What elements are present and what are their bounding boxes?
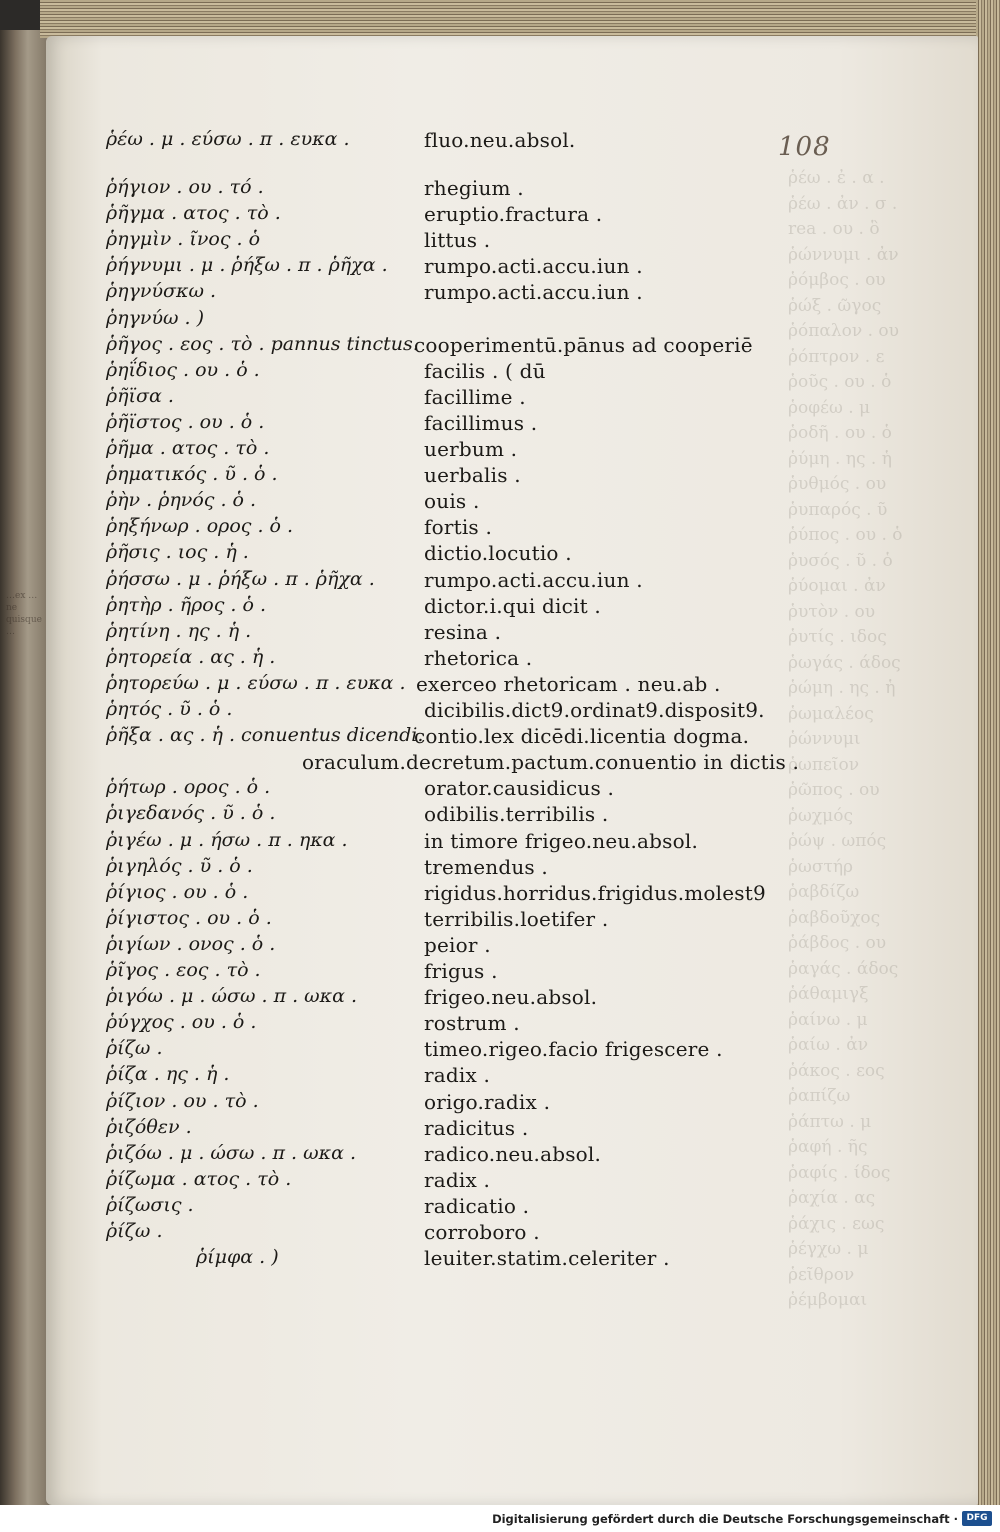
bleed-line: ῥυσός . ῦ . ὁ xyxy=(788,550,893,571)
bleed-line: ῥέμβομαι xyxy=(788,1290,868,1310)
latin-gloss: rostrum . xyxy=(424,1011,520,1036)
latin-gloss: odibilis.terribilis . xyxy=(424,802,609,827)
bleed-line: ῥέγχω . μ xyxy=(788,1239,869,1259)
latin-gloss: in timore frigeo.neu.absol. xyxy=(424,828,699,853)
greek-headword: ῥηγνύσκω . xyxy=(106,280,217,303)
greek-headword: ῥῆμα . ατος . τὸ . xyxy=(106,437,270,459)
latin-gloss: dictio.locutio . xyxy=(424,541,572,566)
dictionary-entry xyxy=(0,724,1000,750)
latin-gloss: fluo.neu.absol. xyxy=(424,128,576,152)
greek-headword: ῥίζω . xyxy=(106,1220,163,1242)
bleed-line: ῥόμβος . ου xyxy=(788,270,886,290)
bleed-line: ῥαχία . ας xyxy=(788,1188,876,1208)
bleed-line: ῥώψ . ωπός xyxy=(788,831,887,851)
bleed-line: rea . ου . ὃ xyxy=(788,219,880,239)
dictionary-entry xyxy=(0,750,1000,776)
greek-headword: ῥίγιος . ου . ὁ . xyxy=(106,880,249,903)
dictionary-entry xyxy=(0,385,1000,411)
latin-gloss: timeo.rigeo.facio frigescere . xyxy=(424,1037,723,1062)
greek-headword: ῥῖγος . εος . τὸ . xyxy=(106,959,261,981)
funding-note: Digitalisierung gefördert durch die Deutsche Forschungsgemeinschaft · xyxy=(492,1512,958,1526)
latin-gloss: facillime . xyxy=(424,384,526,409)
page-stack-top xyxy=(40,0,1000,38)
latin-gloss: orator.causidicus . xyxy=(424,776,615,801)
dictionary-entry xyxy=(0,933,1000,959)
dictionary-entry xyxy=(0,1011,1000,1037)
greek-headword: ῥίμφα . ) xyxy=(196,1246,279,1269)
greek-headword: ῥῆγμα . ατος . τὸ . xyxy=(106,202,281,225)
dictionary-entry xyxy=(0,776,1000,802)
dictionary-entry xyxy=(0,128,1000,154)
bleed-line: ῥοφέω . μ xyxy=(788,397,871,418)
greek-headword: ῥίζιον . ου . τὸ . xyxy=(106,1089,259,1112)
greek-headword: ῥητὴρ . ῆρος . ὁ . xyxy=(106,593,267,616)
footer-bar xyxy=(0,1505,1000,1532)
dictionary-entry xyxy=(0,1037,1000,1063)
latin-gloss: rhetorica . xyxy=(424,645,533,670)
bleed-line: ῥύμη . ης . ἡ xyxy=(788,448,892,469)
dictionary-entry xyxy=(0,646,1000,672)
latin-gloss: rigidus.horridus.frigidus.molest9 xyxy=(424,880,766,905)
dictionary-entry xyxy=(0,437,1000,463)
latin-gloss: radix . xyxy=(424,1063,491,1088)
greek-headword: ῥῆσις . ιος . ἡ . xyxy=(106,541,249,564)
dictionary-entry xyxy=(0,1246,1000,1272)
greek-headword: ῥηγμὶν . ῖνος . ὁ xyxy=(106,228,261,251)
latin-gloss: leuiter.statim.celeriter . xyxy=(424,1246,670,1271)
latin-gloss: resina . xyxy=(424,619,502,644)
latin-gloss: frigus . xyxy=(424,959,498,983)
latin-gloss: frigeo.neu.absol. xyxy=(424,985,598,1010)
dictionary-entry xyxy=(0,411,1000,437)
dictionary-entry xyxy=(0,568,1000,594)
greek-headword: ῥηγνύω . ) xyxy=(106,306,205,329)
dictionary-entry xyxy=(0,802,1000,828)
bleed-line: ῥέω . ἐ . α . xyxy=(788,168,885,188)
bleed-line: ῥύομαι . ἀν xyxy=(788,576,886,596)
greek-headword: ῥήγνυμι . μ . ῥήξω . π . ῥῆχα . xyxy=(106,254,388,277)
dfg-logo: DFG xyxy=(962,1511,992,1526)
greek-headword: ῥητορεία . ας . ἡ . xyxy=(106,645,276,668)
dictionary-entry xyxy=(0,620,1000,646)
latin-gloss: dictor.i.qui dicit . xyxy=(424,593,601,618)
bleed-line: ῥώμη . ης . ἡ xyxy=(788,678,896,698)
greek-headword: ῥίζωσις . xyxy=(106,1193,194,1216)
dictionary-entry xyxy=(0,1168,1000,1194)
latin-gloss: uerbum . xyxy=(424,437,518,461)
bleed-line: ῥαβδοῦχος xyxy=(788,907,881,928)
dictionary-entry xyxy=(0,959,1000,985)
dictionary-entry xyxy=(0,254,1000,280)
dictionary-entry xyxy=(0,280,1000,306)
bleed-line: ῥόπτρον . ε xyxy=(788,346,885,367)
greek-headword: ῥιγόω . μ . ώσω . π . ωκα . xyxy=(106,985,358,1008)
greek-headword: ῥῆϊστος . ου . ὁ . xyxy=(106,410,265,433)
bleed-line: ῥυθμός . ου xyxy=(788,474,887,494)
greek-headword: ῥέω . μ . εύσω . π . ευκα . xyxy=(106,128,350,150)
bleed-line: ῥυτὸν . ου xyxy=(788,601,876,622)
latin-gloss: contio.lex dicēdi.licentia dogma. xyxy=(414,724,750,749)
bleed-line: ῥάκος . εος xyxy=(788,1060,885,1081)
dictionary-entry xyxy=(0,463,1000,489)
greek-headword: ῥήγιον . ου . τό . xyxy=(106,176,264,198)
latin-gloss: radix . xyxy=(424,1167,491,1192)
latin-gloss: origo.radix . xyxy=(424,1089,551,1114)
greek-headword: ῥίγιστος . ου . ὁ . xyxy=(106,906,272,929)
bleed-line: ῥαγάς . άδος xyxy=(788,958,899,979)
greek-headword: ῥιγεδανός . ῦ . ὁ . xyxy=(106,802,276,825)
greek-headword: ῥιζόθεν . xyxy=(106,1115,192,1138)
latin-gloss: fortis . xyxy=(424,515,493,540)
bleed-line: ῥόπαλον . ου xyxy=(788,321,900,341)
greek-headword: ῥὴν . ῥηνός . ὁ . xyxy=(106,489,257,512)
bleed-line: ῥωγάς . άδος xyxy=(788,652,901,673)
bleed-line: ῥαίω . ἀν xyxy=(788,1035,869,1055)
dictionary-entry xyxy=(0,985,1000,1011)
bleed-line: ῥάπτω . μ xyxy=(788,1111,872,1132)
bleed-line: ῥῶπος . ου xyxy=(788,780,880,800)
latin-gloss: terribilis.loetifer . xyxy=(424,906,609,931)
greek-headword: ῥιγίων . ονος . ὁ . xyxy=(106,932,276,955)
bleed-line: ῥάχις . εως xyxy=(788,1213,885,1234)
bleed-line: ῥάβδος . ου xyxy=(788,933,887,953)
dictionary-entry xyxy=(0,855,1000,881)
greek-headword: ῥιζόω . μ . ώσω . π . ωκα . xyxy=(106,1141,356,1164)
greek-headword: ῥήσσω . μ . ῥήξω . π . ῥῆχα . xyxy=(106,567,375,590)
greek-headword: ῥιγέω . μ . ήσω . π . ηκα . xyxy=(106,828,348,851)
bleed-line: ῥώξ . ῶγος xyxy=(788,295,882,316)
greek-headword: ῥητός . ῦ . ὁ . xyxy=(106,698,233,720)
greek-headword: ῥηξήνωρ . ορος . ὁ . xyxy=(106,515,294,538)
dictionary-entry xyxy=(0,1116,1000,1142)
dictionary-entry xyxy=(0,228,1000,254)
latin-gloss: facillimus . xyxy=(424,410,538,435)
bleed-line: ῥωστήρ xyxy=(788,856,854,877)
latin-gloss: rhegium . xyxy=(424,176,524,200)
latin-gloss: rumpo.acti.accu.iun . xyxy=(424,567,643,592)
bleed-line: ῥαφίς . ίδος xyxy=(788,1162,891,1183)
latin-gloss: rumpo.acti.accu.iun . xyxy=(424,254,643,279)
greek-headword: ῥῆξα . ας . ἡ . conuentus dicendi. xyxy=(106,724,424,747)
bleed-line: ῥύπος . ου . ὁ xyxy=(788,525,903,545)
latin-gloss: uerbalis . xyxy=(424,463,521,488)
latin-gloss: eruptio.fractura . xyxy=(424,202,603,227)
dictionary-entry xyxy=(0,907,1000,933)
bleed-line: ῥάθαμιγξ xyxy=(788,984,869,1004)
bleed-line: ῥυπαρός . ῦ xyxy=(788,499,888,520)
dictionary-entry xyxy=(0,672,1000,698)
latin-gloss: tremendus . xyxy=(424,854,548,879)
dictionary-entry xyxy=(0,698,1000,724)
dictionary-entry xyxy=(0,1142,1000,1168)
bleed-line: ῥυτίς . ιδος xyxy=(788,627,887,647)
greek-headword: ῥῆϊσα . xyxy=(106,384,174,407)
latin-gloss: peior . xyxy=(424,932,491,957)
folio-number: 108 xyxy=(778,132,831,162)
greek-headword: ῥίζω . xyxy=(106,1037,163,1060)
dictionary-entry xyxy=(0,1063,1000,1089)
greek-headword: ῥηΐδιος . ου . ὁ . xyxy=(106,358,260,381)
dictionary-entry xyxy=(0,1194,1000,1220)
latin-gloss: oraculum.decretum.pactum.conuentio in dictis . xyxy=(302,750,800,775)
latin-gloss: corroboro . xyxy=(424,1220,540,1244)
greek-headword: ῥῆγος . εος . τὸ . pannus tinctus. xyxy=(106,332,419,355)
dictionary-entry xyxy=(0,202,1000,228)
bleed-line: ῥωχμός xyxy=(788,805,853,826)
bleed-line: ῥωμαλέος xyxy=(788,703,874,724)
greek-headword: ῥητίνη . ης . ἡ . xyxy=(106,619,252,642)
bleed-line: ῥαβδίζω xyxy=(788,882,860,902)
greek-headword: ῥίζωμα . ατος . τὸ . xyxy=(106,1167,292,1190)
latin-gloss: ouis . xyxy=(424,489,480,514)
dictionary-entry xyxy=(0,881,1000,907)
greek-headword: ῥύγχος . ου . ὁ . xyxy=(106,1011,257,1034)
greek-headword: ῥήτωρ . ορος . ὁ . xyxy=(106,776,271,799)
latin-gloss: exerceo rhetoricam . neu.ab . xyxy=(416,671,721,696)
dictionary-entry xyxy=(0,489,1000,515)
latin-gloss: rumpo.acti.accu.iun . xyxy=(424,280,643,305)
bleed-line: ῥαφή . ῆς xyxy=(788,1137,868,1157)
bleed-line: ῥώννυμι xyxy=(788,729,861,749)
bleed-line: ῥεῖθρον xyxy=(788,1264,855,1285)
latin-gloss: dicibilis.dict9.ordinat9.disposit9. xyxy=(424,698,765,722)
dictionary-entry xyxy=(0,307,1000,333)
greek-headword: ῥιγηλός . ῦ . ὁ . xyxy=(106,854,253,877)
dictionary-entry xyxy=(0,359,1000,385)
latin-gloss: littus . xyxy=(424,228,491,253)
previous-page-fragment: …ex … ne quisque … xyxy=(6,591,42,637)
dictionary-entry xyxy=(0,176,1000,202)
bleed-line: ῥωπεῖον xyxy=(788,754,860,775)
dictionary-entry xyxy=(0,829,1000,855)
latin-gloss: radicatio . xyxy=(424,1193,530,1218)
dictionary-entry xyxy=(0,541,1000,567)
dictionary-entry xyxy=(0,594,1000,620)
bleed-line: ῥοῦς . ου . ὁ xyxy=(788,372,892,392)
latin-gloss: radicitus . xyxy=(424,1115,529,1140)
latin-gloss: radico.neu.absol. xyxy=(424,1141,602,1166)
dictionary-entry xyxy=(0,333,1000,359)
greek-headword: ῥηματικός . ῦ . ὁ . xyxy=(106,463,278,486)
bleed-line: ῥαίνω . μ xyxy=(788,1009,868,1030)
dictionary-entry xyxy=(0,1090,1000,1116)
bleed-line: ῥέω . ἀν . σ . xyxy=(788,193,898,214)
latin-gloss: facilis . ( dū xyxy=(424,358,546,383)
greek-headword: ῥίζα . ης . ἡ . xyxy=(106,1063,230,1086)
latin-gloss: cooperimentū.pānus ad cooperiē xyxy=(414,332,753,357)
bleed-line: ῥώννυμι . ἀν xyxy=(788,244,899,265)
greek-headword: ῥητορεύω . μ . εύσω . π . ευκα . xyxy=(106,671,406,694)
dictionary-entry xyxy=(0,515,1000,541)
bleed-line: ῥοδῆ . ου . ὁ xyxy=(788,423,892,443)
dictionary-entry xyxy=(0,1220,1000,1246)
bleed-line: ῥαπίζω xyxy=(788,1086,851,1106)
